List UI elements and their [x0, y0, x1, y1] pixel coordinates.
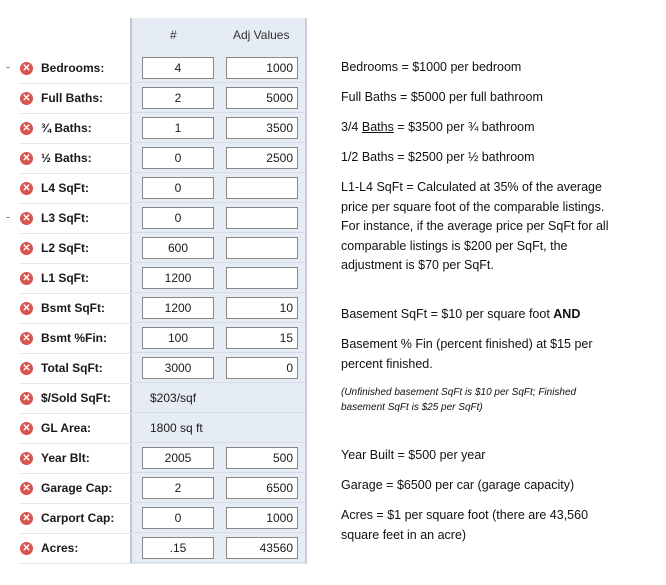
row-separator: [132, 502, 305, 503]
count-input[interactable]: .15: [142, 537, 214, 559]
row-separator: [132, 202, 305, 203]
row-label-text: Bsmt %Fin:: [41, 331, 107, 345]
row-label-text: L1 SqFt:: [41, 271, 89, 285]
adj-value-input[interactable]: 0: [226, 357, 298, 379]
row-label: [20, 113, 132, 144]
count-input[interactable]: 100: [142, 327, 214, 349]
row-separator: [132, 172, 305, 173]
note-three-quarter-baths: 3/4 Baths = $3500 per ¾ bathroom: [341, 120, 535, 134]
row-separator: [132, 322, 305, 323]
adj-value-input[interactable]: 15: [226, 327, 298, 349]
row-separator: [132, 442, 305, 443]
row-separator: [132, 112, 305, 113]
remove-circle-icon[interactable]: ✕: [20, 212, 33, 225]
row-label: [20, 353, 132, 384]
remove-circle-icon[interactable]: ✕: [20, 92, 33, 105]
row-label-text: Acres:: [41, 541, 79, 555]
row-label-text: L3 SqFt:: [41, 211, 89, 225]
row-separator: [132, 562, 305, 563]
count-input[interactable]: 0: [142, 147, 214, 169]
remove-circle-icon[interactable]: ✕: [20, 242, 33, 255]
row-label: [20, 173, 132, 204]
count-input[interactable]: 2005: [142, 447, 214, 469]
row-label: [20, 383, 132, 414]
remove-circle-icon[interactable]: ✕: [20, 452, 33, 465]
row-label-text: Bedrooms:: [41, 61, 105, 75]
row-label-text: Year Blt:: [41, 451, 90, 465]
row-label: [20, 53, 132, 84]
adj-value-input[interactable]: 3500: [226, 117, 298, 139]
note-garage: Garage = $6500 per car (garage capacity): [341, 478, 575, 492]
remove-circle-icon[interactable]: ✕: [20, 302, 33, 315]
row-separator: [132, 232, 305, 233]
note-full-baths: Full Baths = $5000 per full bathroom: [341, 90, 543, 104]
row-separator: [132, 532, 305, 533]
row-label-text: Full Baths:: [41, 91, 103, 105]
remove-circle-icon[interactable]: ✕: [20, 482, 33, 495]
note-half-baths: 1/2 Baths = $2500 per ½ bathroom: [341, 150, 535, 164]
adj-value-input[interactable]: [226, 207, 298, 229]
note-l1-l4-sqft: L1-L4 SqFt = Calculated at 35% of the average price per square foot of the comparable listings. For instance, if the average price per SqFt for all comparable listings is $200 per SqFt, the adjustment is $70 per SqFt.: [341, 180, 609, 272]
row-label: [20, 473, 132, 504]
adj-value-input[interactable]: 10: [226, 297, 298, 319]
row-separator: [132, 472, 305, 473]
row-label: [20, 143, 132, 174]
remove-circle-icon[interactable]: ✕: [20, 62, 33, 75]
count-input[interactable]: 600: [142, 237, 214, 259]
row-label: [20, 443, 132, 474]
remove-circle-icon[interactable]: ✕: [20, 332, 33, 345]
note-basement-sqft: Basement SqFt = $10 per square foot AND: [341, 307, 581, 321]
remove-circle-icon[interactable]: ✕: [20, 182, 33, 195]
row-label-text: Carport Cap:: [41, 511, 115, 525]
note-year-built: Year Built = $500 per year: [341, 448, 486, 462]
adj-value-input[interactable]: 5000: [226, 87, 298, 109]
computed-value: 1800 sq ft: [150, 421, 203, 435]
row-label-text: ¾ Baths:: [41, 121, 92, 135]
row-separator: [132, 352, 305, 353]
count-input[interactable]: 2: [142, 87, 214, 109]
row-label: [20, 323, 132, 354]
note-bedrooms: Bedrooms = $1000 per bedroom: [341, 60, 522, 74]
row-label: [20, 533, 132, 564]
count-input[interactable]: 3000: [142, 357, 214, 379]
row-label: [20, 203, 132, 234]
adj-value-input[interactable]: 1000: [226, 57, 298, 79]
row-label-text: Garage Cap:: [41, 481, 113, 495]
remove-circle-icon[interactable]: ✕: [20, 542, 33, 555]
row-label-text: Bsmt SqFt:: [41, 301, 105, 315]
count-input[interactable]: 0: [142, 207, 214, 229]
row-separator: [132, 292, 305, 293]
row-separator: [132, 142, 305, 143]
adj-value-input[interactable]: [226, 177, 298, 199]
adj-value-input[interactable]: 500: [226, 447, 298, 469]
remove-circle-icon[interactable]: ✕: [20, 422, 33, 435]
row-label-text: Total SqFt:: [41, 361, 103, 375]
adj-value-input[interactable]: 2500: [226, 147, 298, 169]
adj-value-input[interactable]: 43560: [226, 537, 298, 559]
remove-circle-icon[interactable]: ✕: [20, 362, 33, 375]
row-label: [20, 413, 132, 444]
edge-mark: [6, 217, 10, 218]
remove-circle-icon[interactable]: ✕: [20, 392, 33, 405]
row-separator: [132, 262, 305, 263]
row-separator: [132, 412, 305, 413]
count-input[interactable]: 1200: [142, 267, 214, 289]
row-separator: [132, 82, 305, 83]
adj-value-input[interactable]: 6500: [226, 477, 298, 499]
adj-value-input[interactable]: 1000: [226, 507, 298, 529]
count-input[interactable]: 0: [142, 507, 214, 529]
row-label-text: ½ Baths:: [41, 151, 92, 165]
adj-value-input[interactable]: [226, 237, 298, 259]
edge-mark: [6, 67, 10, 68]
header-count: #: [170, 28, 177, 42]
count-input[interactable]: 4: [142, 57, 214, 79]
row-label-text: GL Area:: [41, 421, 92, 435]
column-divider-right: [305, 18, 307, 564]
row-label-text: L4 SqFt:: [41, 181, 89, 195]
note-acres: Acres = $1 per square foot (there are 43,560 square feet in an acre): [341, 508, 589, 542]
row-label-text: $/Sold SqFt:: [41, 391, 111, 405]
row-label: [20, 83, 132, 114]
note-basement-detail: (Unfinished basement SqFt is $10 per SqFt; Finished basement SqFt is $25 per SqFt): [341, 387, 577, 413]
header-adj-values: Adj Values: [233, 28, 290, 42]
row-separator: [132, 382, 305, 383]
remove-circle-icon[interactable]: ✕: [20, 122, 33, 135]
computed-value: $203/sqf: [150, 391, 197, 405]
remove-circle-icon[interactable]: ✕: [20, 512, 33, 525]
adj-value-input[interactable]: [226, 267, 298, 289]
count-input[interactable]: 1: [142, 117, 214, 139]
row-label: [20, 503, 132, 534]
count-input[interactable]: 0: [142, 177, 214, 199]
note-basement-fin: Basement % Fin (percent finished) at $15 per percent finished.: [341, 337, 593, 371]
row-label: [20, 263, 132, 294]
remove-circle-icon[interactable]: ✕: [20, 272, 33, 285]
row-label: [20, 233, 132, 264]
count-input[interactable]: 2: [142, 477, 214, 499]
remove-circle-icon[interactable]: ✕: [20, 152, 33, 165]
row-label: [20, 293, 132, 324]
row-label-text: L2 SqFt:: [41, 241, 89, 255]
count-input[interactable]: 1200: [142, 297, 214, 319]
